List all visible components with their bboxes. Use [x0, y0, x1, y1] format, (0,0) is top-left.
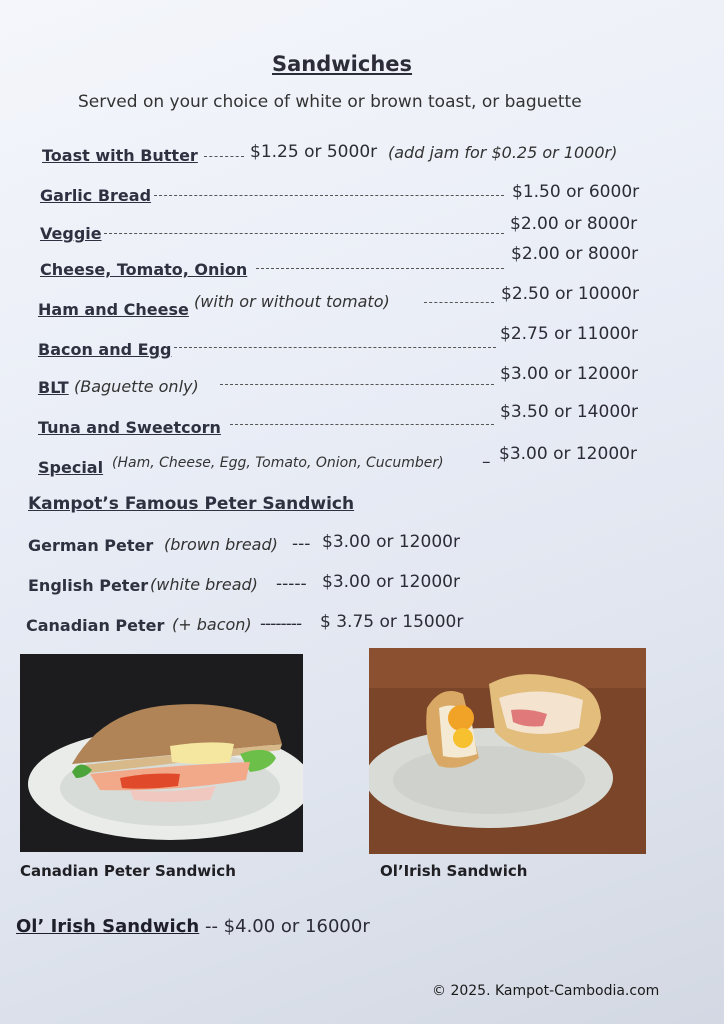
peter-item-name: German Peter — [28, 536, 154, 555]
menu-item-price: $1.50 or 6000r — [512, 182, 640, 202]
peter-item-note: (+ bacon) — [172, 615, 252, 634]
menu-item-name: Ham and Cheese — [38, 300, 189, 319]
peter-item-note: (brown bread) — [164, 535, 278, 554]
menu-item-name: Special — [38, 458, 104, 477]
leader-dashes — [104, 233, 504, 234]
menu-item-price: $2.00 or 8000r — [511, 244, 639, 264]
menu-item-price: $2.00 or 8000r — [510, 214, 638, 234]
menu-item-name: Cheese, Tomato, Onion — [40, 260, 248, 279]
sandwich-image — [20, 654, 303, 852]
leader-dashes — [220, 384, 494, 385]
peter-item-row — [0, 574, 724, 604]
menu-item-row — [0, 142, 724, 172]
sandwich-image — [369, 648, 646, 854]
peter-item-sep: --- — [292, 534, 311, 554]
menu-item-price: $2.75 or 11000r — [500, 324, 638, 344]
menu-item-row — [0, 182, 724, 212]
menu-item-extra: (add jam for $0.25 or 1000r) — [388, 143, 618, 162]
menu-item-note: (Ham, Cheese, Egg, Tomato, Onion, Cucumber) — [112, 455, 444, 471]
menu-item-row — [0, 444, 724, 486]
menu-item-name: Toast with Butter — [42, 146, 198, 165]
photo-caption: Ol’Irish Sandwich — [380, 862, 528, 880]
leader-dashes — [204, 156, 244, 157]
ol-irish-row — [16, 916, 370, 937]
dash-separator: – — [482, 452, 491, 472]
peter-item-price: $3.00 or 12000r — [322, 532, 460, 552]
copyright-notice: © 2025. Kampot-Cambodia.com — [432, 983, 660, 999]
peter-item-price: $ 3.75 or 15000r — [320, 612, 464, 632]
menu-item-name: Garlic Bread — [40, 186, 152, 205]
leader-dashes — [174, 347, 496, 348]
peter-item-row — [0, 614, 724, 644]
ol-irish-price: -- $4.00 or 16000r — [204, 916, 370, 937]
menu-item-price: $3.00 or 12000r — [500, 364, 638, 384]
ol-irish-name: Ol’ Irish Sandwich — [16, 916, 200, 937]
menu-item-name: Bacon and Egg — [38, 340, 172, 359]
menu-item-price: $2.50 or 10000r — [501, 284, 639, 304]
menu-subtitle: Served on your choice of white or brown toast, or baguette — [78, 92, 582, 112]
peter-item-note: (white bread) — [150, 575, 258, 594]
peter-heading: Kampot’s Famous Peter Sandwich — [28, 494, 355, 514]
leader-dashes — [256, 268, 504, 269]
peter-item-sep: -------- — [260, 614, 302, 634]
peter-item-price: $3.00 or 12000r — [322, 572, 460, 592]
peter-item-sep: ----- — [276, 574, 307, 594]
leader-dashes — [424, 302, 494, 303]
ol-irish-photo — [369, 648, 646, 854]
leader-dashes — [154, 195, 504, 196]
peter-item-name: Canadian Peter — [26, 616, 165, 635]
menu-item-price: $3.50 or 14000r — [500, 402, 638, 422]
menu-item-price: $1.25 or 5000r — [250, 142, 378, 162]
peter-item-name: English Peter — [28, 576, 149, 595]
menu-item-name: BLT — [38, 378, 69, 397]
menu-item-note: (Baguette only) — [74, 377, 199, 396]
menu-title: Sandwiches — [272, 52, 413, 76]
leader-dashes — [230, 424, 494, 425]
menu-item-price: $3.00 or 12000r — [499, 444, 637, 464]
canadian-peter-photo — [20, 654, 303, 852]
menu-item-note: (with or without tomato) — [194, 292, 390, 311]
menu-item-name: Tuna and Sweetcorn — [38, 418, 221, 437]
menu-item-row — [0, 402, 724, 446]
photo-caption: Canadian Peter Sandwich — [20, 862, 236, 880]
peter-item-row — [0, 534, 724, 564]
menu-item-name: Veggie — [40, 224, 102, 243]
